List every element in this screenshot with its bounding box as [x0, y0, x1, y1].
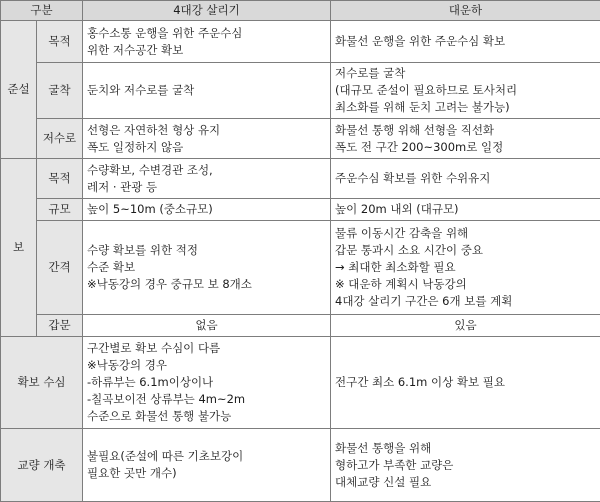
cell-line: 화물선 통행을 위해 [335, 440, 596, 457]
cell-line: 물류 이동시간 감축을 위해 [335, 225, 596, 242]
cell-line: -칠곡보이전 상류부는 4m~2m [87, 391, 326, 408]
cell-line: 수량확보, 수변경관 조성, [87, 162, 326, 179]
cell-line: 수준으로 화물선 통행 불가능 [87, 408, 326, 425]
cell-river-project [83, 63, 331, 119]
row-label: 간격 [37, 221, 83, 315]
header-river-project: 4대강 살리기 [83, 1, 331, 21]
cell-line: 불필요(준설에 따른 기초보강이 [87, 448, 326, 465]
cell-line: 높이 5~10m (중소규모) [87, 201, 326, 218]
cell-line: 높이 20m 내외 (대규모) [335, 201, 596, 218]
table-row [1, 119, 600, 159]
cell-line: 갑문 통과시 소요 시간이 중요 [335, 242, 596, 259]
table-row [1, 21, 600, 63]
cell-line: 있음 [335, 317, 596, 334]
cell-line: -하류부는 6.1m이상이나 [87, 374, 326, 391]
cell-grand-canal [331, 429, 600, 502]
cell-grand-canal [331, 21, 600, 63]
cell-line: → 최대한 최소화할 필요 [335, 259, 596, 276]
header-grand-canal: 대운하 [331, 1, 600, 21]
cell-line: 주운수심 확보를 위한 수위유지 [335, 170, 596, 187]
row-label: 목적 [37, 21, 83, 63]
table-row [1, 315, 600, 337]
row-label: 규모 [37, 199, 83, 221]
header-row [1, 1, 600, 21]
row-label: 갑문 [37, 315, 83, 337]
cell-line: 대체교량 신설 필요 [335, 474, 596, 491]
cell-line: 4대강 살리기 구간은 6개 보를 계획 [335, 293, 596, 310]
cell-river-project [83, 21, 331, 63]
cell-line: 수준 확보 [87, 259, 326, 276]
cell-line: 위한 저수공간 확보 [87, 42, 326, 59]
table-row [1, 199, 600, 221]
section-label-depth: 확보 수심 [1, 337, 83, 429]
cell-line: 저수로를 굴착 [335, 65, 596, 82]
cell-line: (대규모 준설이 필요하므로 토사처리 [335, 82, 596, 99]
cell-line: 폭도 일정하지 않음 [87, 139, 326, 156]
cell-line: 최소화를 위해 둔치 고려는 불가능) [335, 99, 596, 116]
table-row [1, 159, 600, 199]
cell-line: 레저 · 관광 등 [87, 179, 326, 196]
row-label: 목적 [37, 159, 83, 199]
cell-river-project [83, 337, 331, 429]
cell-grand-canal [331, 315, 600, 337]
cell-line: 구간별로 확보 수심이 다름 [87, 340, 326, 357]
cell-river-project [83, 199, 331, 221]
cell-river-project [83, 315, 331, 337]
cell-line: 없음 [87, 317, 326, 334]
cell-grand-canal [331, 159, 600, 199]
cell-line: 홍수소통 운행을 위한 주운수심 [87, 25, 326, 42]
table-row [1, 429, 600, 502]
table-row [1, 221, 600, 315]
section-label-weir: 보 [1, 159, 37, 337]
cell-grand-canal [331, 119, 600, 159]
cell-river-project [83, 221, 331, 315]
cell-line: 수량 확보를 위한 적정 [87, 242, 326, 259]
cell-line: 화물선 통행 위해 선형을 직선화 [335, 122, 596, 139]
cell-river-project [83, 119, 331, 159]
table-row [1, 63, 600, 119]
cell-grand-canal [331, 221, 600, 315]
cell-line: 둔치와 저수로를 굴착 [87, 82, 326, 99]
cell-line: 전구간 최소 6.1m 이상 확보 필요 [335, 374, 596, 391]
cell-river-project [83, 429, 331, 502]
cell-line: 형하고가 부족한 교량은 [335, 457, 596, 474]
row-label: 저수로 [37, 119, 83, 159]
section-label-bridge: 교량 개축 [1, 429, 83, 502]
cell-line: ※낙동강의 경우 중규모 보 8개소 [87, 276, 326, 293]
cell-line: 폭도 전 구간 200~300m로 일정 [335, 139, 596, 156]
cell-line: 필요한 곳만 개수) [87, 465, 326, 482]
cell-grand-canal [331, 337, 600, 429]
row-label: 굴착 [37, 63, 83, 119]
table-row [1, 337, 600, 429]
cell-river-project [83, 159, 331, 199]
section-label-dredging: 준설 [1, 21, 37, 159]
cell-line: 선형은 자연하천 형상 유지 [87, 122, 326, 139]
cell-line: 화물선 운행을 위한 주운수심 확보 [335, 33, 596, 50]
cell-grand-canal [331, 63, 600, 119]
cell-line: ※낙동강의 경우 [87, 357, 326, 374]
cell-grand-canal [331, 199, 600, 221]
cell-line: ※ 대운하 계획시 낙동강의 [335, 276, 596, 293]
header-category: 구분 [1, 1, 83, 21]
